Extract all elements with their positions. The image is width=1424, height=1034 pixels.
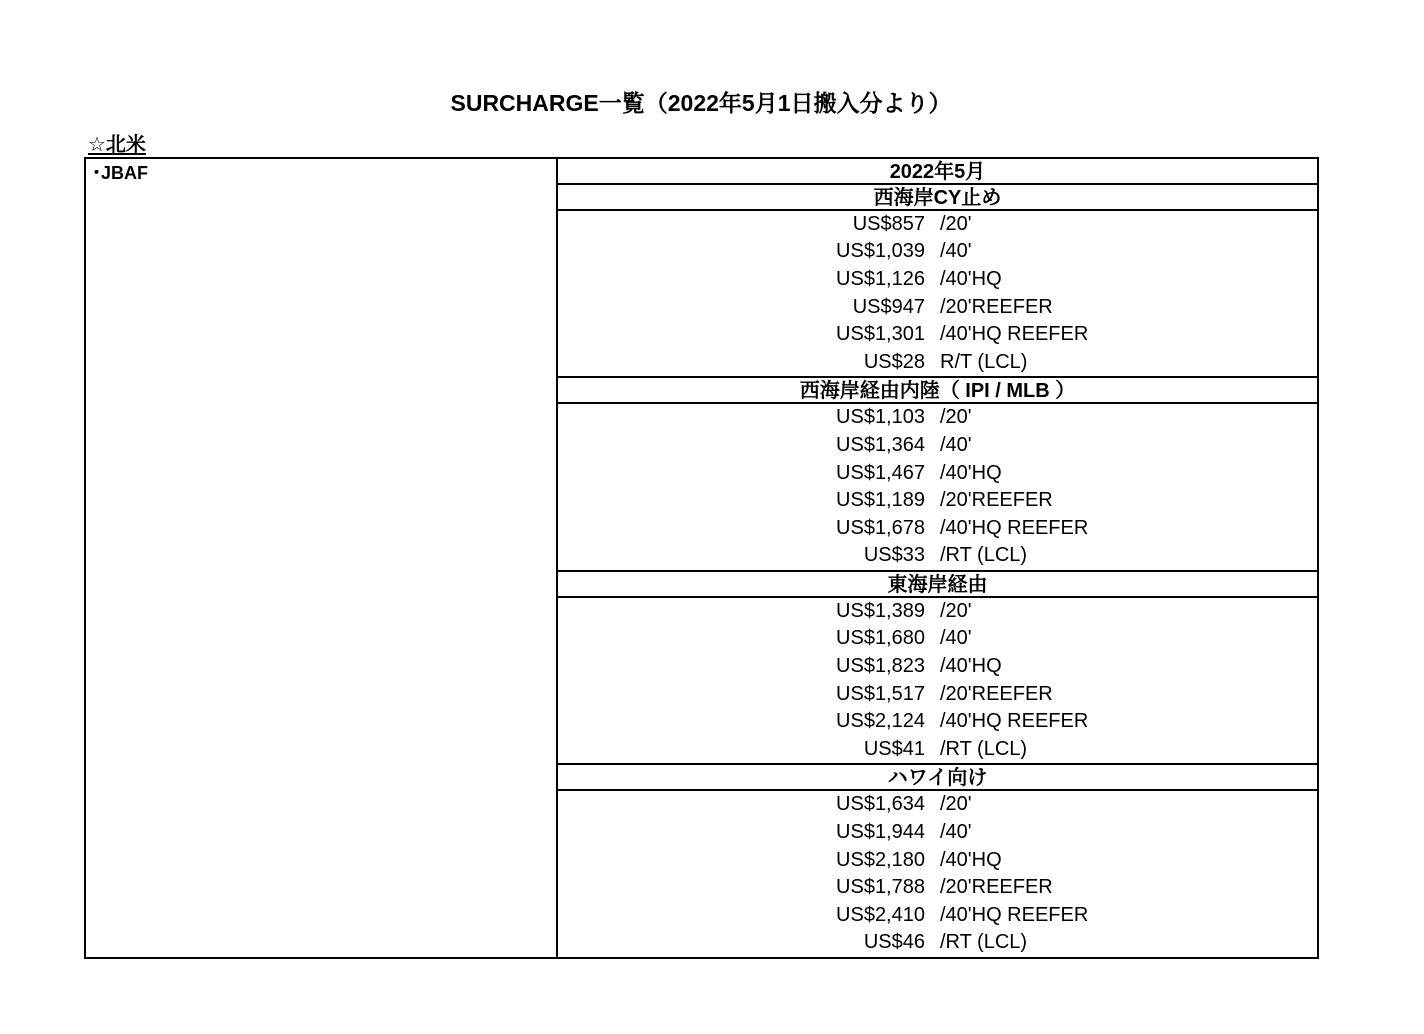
rate-amount: US$1,389 [836,599,925,622]
rate-amount: US$28 [863,350,925,373]
rate-unit: /40' [940,821,972,844]
rate-amount: US$2,410 [836,903,925,926]
region-heading: ☆北米 [88,134,146,156]
rate-row [558,238,1317,266]
rate-amount: US$41 [863,737,925,760]
rate-amount: US$1,103 [836,406,925,429]
rate-row [558,349,1317,377]
rate-unit: /20' [940,793,972,816]
rate-row [558,929,1317,957]
rate-amount: US$2,180 [836,848,925,871]
section-rows [558,791,1317,957]
section-rows [558,404,1317,572]
rate-unit: R/T (LCL) [940,350,1028,373]
rate-unit: /40'HQ [940,848,1002,871]
rate-amount: US$33 [863,544,925,567]
section-rows [558,211,1317,379]
section-rows [558,598,1317,766]
period-header: 2022年5月 [558,159,1317,185]
rate-row [558,847,1317,875]
rates-column [558,159,1317,957]
rate-row [558,791,1317,819]
rate-amount: US$1,517 [836,682,925,705]
rate-amount: US$1,680 [836,627,925,650]
section-header: ハワイ向け [558,765,1317,791]
rate-amount: US$2,124 [836,710,925,733]
rate-amount: US$1,678 [836,516,925,539]
rate-amount: US$1,467 [836,461,925,484]
rate-row [558,598,1317,626]
rate-row [558,266,1317,294]
section-header: 西海岸CY止め [558,185,1317,211]
section-header: 東海岸経由 [558,572,1317,598]
rate-unit: /20' [940,212,972,235]
rate-row [558,432,1317,460]
rate-section [558,378,1317,572]
rate-unit: /20'REEFER [940,489,1053,512]
rate-amount: US$1,039 [836,240,925,263]
rate-unit: /40'HQ REEFER [940,903,1089,926]
carrier-column [86,159,558,957]
rate-amount: US$1,301 [836,323,925,346]
rate-amount: US$46 [863,931,925,954]
rate-unit: /40' [940,240,972,263]
rate-unit: /RT (LCL) [940,544,1028,567]
rate-amount: US$1,944 [836,821,925,844]
rate-amount: US$1,126 [836,267,925,290]
rate-row [558,487,1317,515]
rate-row [558,321,1317,349]
rate-amount: US$857 [852,212,925,235]
rate-row [558,653,1317,681]
rate-row [558,625,1317,653]
rate-row [558,819,1317,847]
rate-row [558,902,1317,930]
rate-unit: /20' [940,406,972,429]
rate-row [558,736,1317,764]
rate-unit: /20'REEFER [940,682,1053,705]
section-header: 西海岸経由内陸（ IPI / MLB ） [558,378,1317,404]
rate-row [558,515,1317,543]
rate-row [558,460,1317,488]
rate-row [558,708,1317,736]
rate-unit: /40'HQ REEFER [940,710,1089,733]
rate-unit: /40'HQ [940,655,1002,678]
rate-unit: /RT (LCL) [940,737,1028,760]
rate-amount: US$947 [852,295,925,318]
rate-unit: /40' [940,627,972,650]
rate-unit: /40' [940,433,972,456]
rate-unit: /20'REEFER [940,876,1053,899]
rate-row [558,404,1317,432]
rate-section [558,572,1317,766]
rate-row [558,211,1317,239]
rate-sections [558,185,1317,957]
rate-unit: /20'REEFER [940,295,1053,318]
rate-unit: /20' [940,599,972,622]
rate-amount: US$1,788 [836,876,925,899]
rate-amount: US$1,823 [836,655,925,678]
rate-row [558,294,1317,322]
rate-unit: /40'HQ [940,267,1002,290]
rate-amount: US$1,634 [836,793,925,816]
surcharge-table [84,157,1319,959]
rate-row [558,542,1317,570]
rate-amount: US$1,189 [836,489,925,512]
page-title: SURCHARGE一覧（2022年5月1日搬入分より） [450,90,952,116]
rate-amount: US$1,364 [836,433,925,456]
carrier-label: ･JBAF [92,163,149,183]
rate-unit: /RT (LCL) [940,931,1028,954]
rate-section [558,765,1317,957]
rate-unit: /40'HQ REEFER [940,323,1089,346]
rate-row [558,874,1317,902]
rate-section [558,185,1317,379]
rate-row [558,681,1317,709]
rate-unit: /40'HQ [940,461,1002,484]
rate-unit: /40'HQ REEFER [940,516,1089,539]
